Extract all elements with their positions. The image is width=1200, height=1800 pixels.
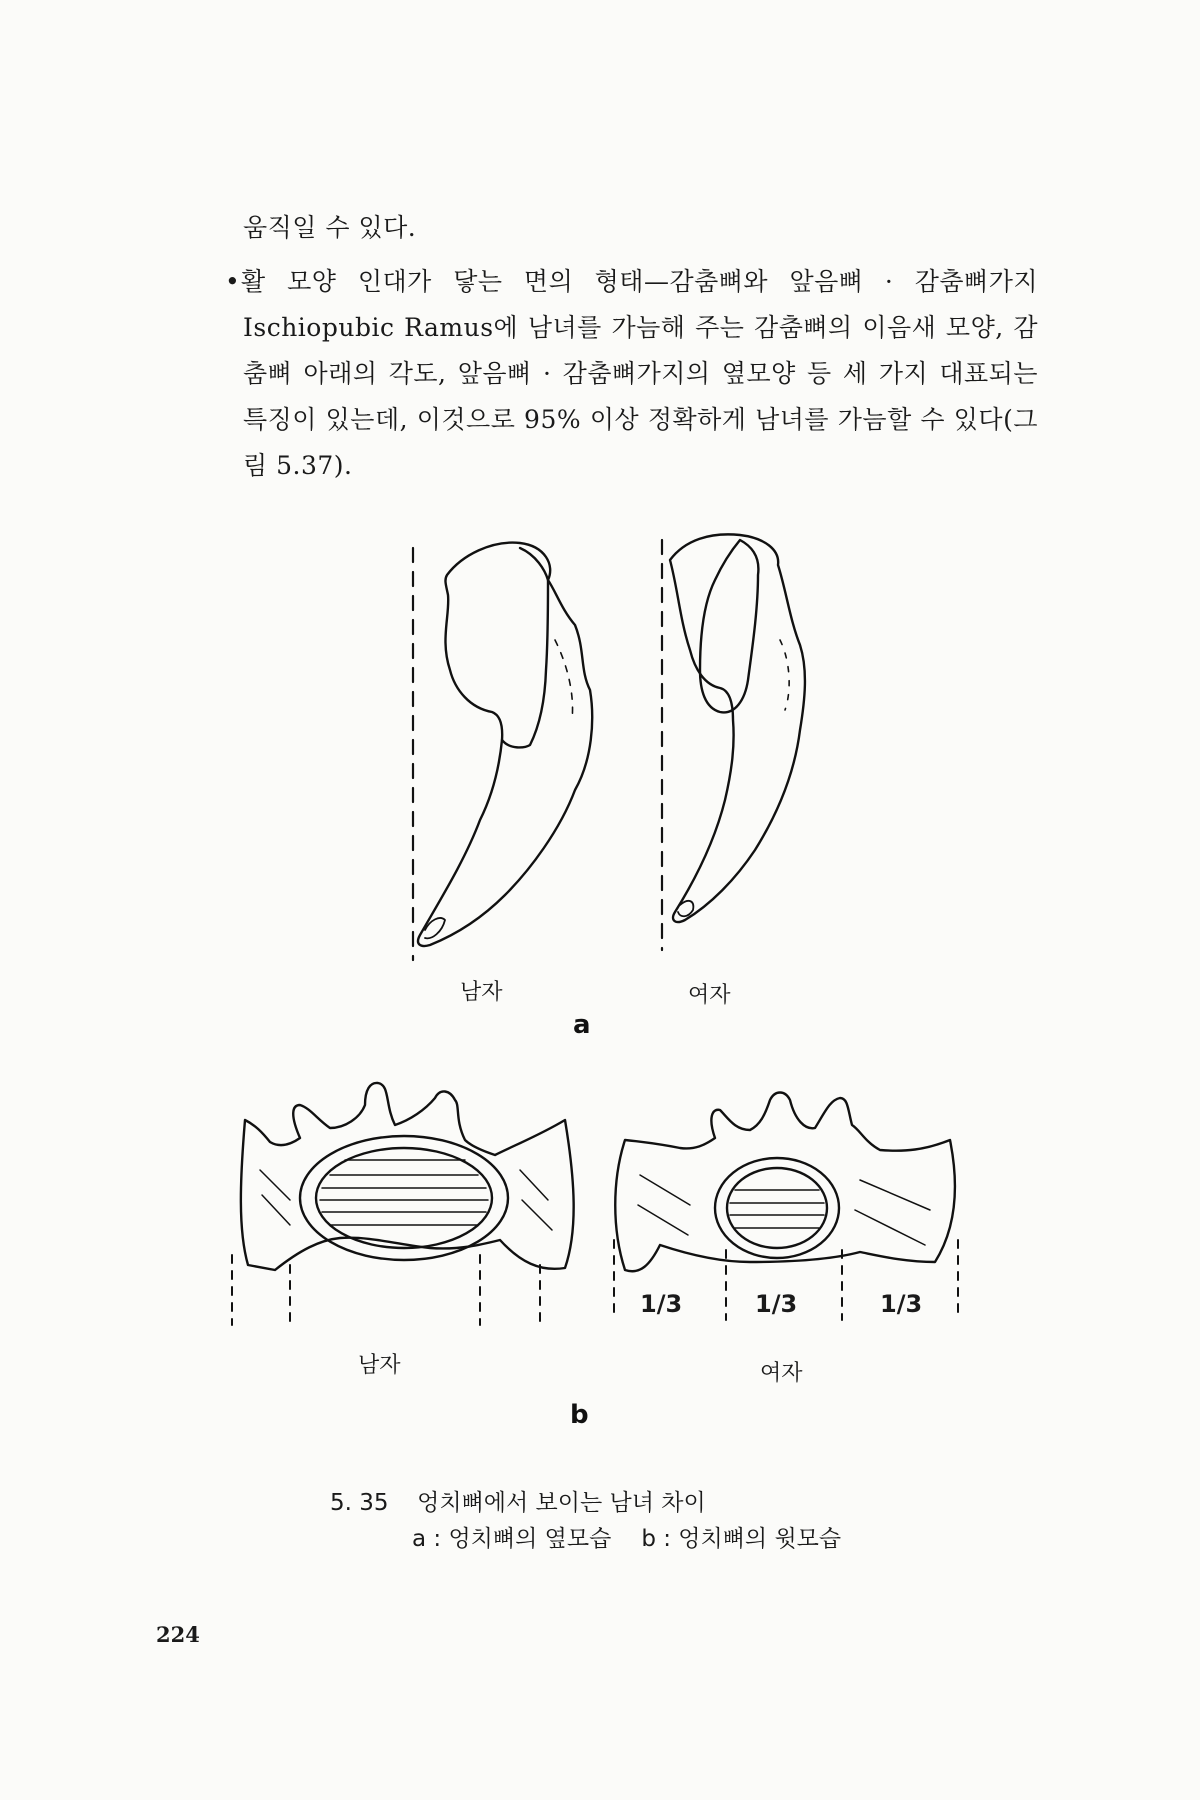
paragraph-text: 활 모양 인대가 닿는 면의 형태—감춤뼈와 앞음뼈 · 감춤뼈가지 Ischiopubic Ramus에 남녀를 가늠해 주는 감춤뼈의 이음새 모양, 감춤뼈 아래의 각도, 앞음뼈 · 감춤뼈가지의 옆모양 등 세 가지 대표되는 특징이 있는데, 이것으로 95% 이상 정확하게 남녀를 가늠할 수 있다(그림 5.37).	[241, 267, 1038, 480]
fraction-label: 1/3	[880, 1290, 923, 1318]
continuation-line: 움직일 수 있다.	[243, 213, 417, 242]
caption-sub-line	[330, 1521, 841, 1557]
caption-title-line	[330, 1485, 841, 1521]
caption-sub-b: b : 엉치뼈의 윗모습	[641, 1526, 842, 1552]
caption-number: 5. 35	[330, 1490, 389, 1516]
panel-a-female-label: 여자	[688, 983, 731, 1008]
female-sacrum-lateral-drawing	[662, 534, 805, 950]
panel-a-letter: a	[573, 1010, 591, 1040]
caption-title: 엉치뼈에서 보이는 남녀 차이	[417, 1490, 706, 1516]
panel-b-male-label: 남자	[358, 1353, 401, 1378]
page-number: 224	[156, 1622, 200, 1647]
male-sacrum-lateral-drawing	[413, 543, 592, 960]
fraction-label: 1/3	[640, 1290, 683, 1318]
bullet-icon: •	[225, 267, 241, 296]
panel-a-male-label: 남자	[460, 980, 503, 1005]
male-sacrum-superior-drawing	[232, 1083, 574, 1325]
panel-b-letter: b	[570, 1400, 589, 1430]
caption-sub-a: a : 엉치뼈의 옆모습	[412, 1526, 612, 1552]
panel-b-female-label: 여자	[760, 1361, 803, 1386]
figure-caption	[330, 1485, 841, 1557]
female-sacrum-superior-drawing	[614, 1093, 958, 1321]
fraction-label: 1/3	[755, 1290, 798, 1318]
